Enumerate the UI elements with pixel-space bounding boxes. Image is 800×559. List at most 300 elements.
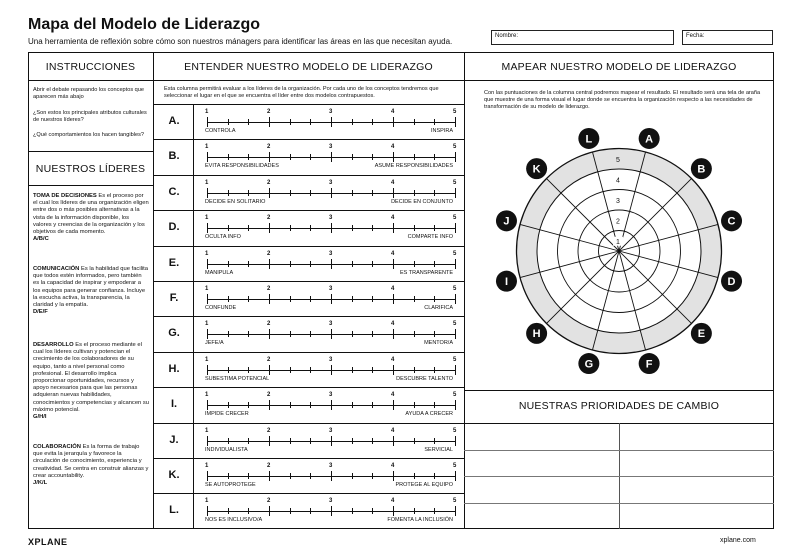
scale-tick[interactable] xyxy=(393,223,394,233)
scale-tick[interactable] xyxy=(207,400,208,410)
scale-minor-tick[interactable] xyxy=(434,190,435,196)
ring-label: 4 xyxy=(616,177,620,185)
header-row-divider xyxy=(28,80,774,81)
scale-number: 2 xyxy=(267,215,271,222)
scale-right-label: SERVICIAL xyxy=(424,446,453,453)
priorities-top-divider xyxy=(464,390,774,391)
scale-number: 3 xyxy=(329,392,333,399)
scale-minor-tick[interactable] xyxy=(248,438,249,444)
scale-tick[interactable] xyxy=(207,471,208,481)
scale-minor-tick[interactable] xyxy=(414,331,415,337)
scale-number: 3 xyxy=(329,356,333,363)
leaders-title: NUESTROS LÍDERES xyxy=(35,163,146,175)
scale-minor-tick[interactable] xyxy=(290,154,291,160)
scale-minor-tick[interactable] xyxy=(248,154,249,160)
scale-number: 3 xyxy=(329,463,333,469)
scale-number: 1 xyxy=(205,321,209,328)
scale-minor-tick[interactable] xyxy=(228,508,229,514)
scale-minor-tick[interactable] xyxy=(352,402,353,408)
scale-number: 5 xyxy=(453,427,457,434)
scale-tick[interactable] xyxy=(331,223,332,233)
scale-tick[interactable] xyxy=(269,436,270,446)
ring-label: 1 xyxy=(616,238,620,246)
spoke-label: L xyxy=(585,133,593,146)
scale-minor-tick[interactable] xyxy=(352,296,353,302)
scale-tick[interactable] xyxy=(331,471,332,481)
scale-minor-tick[interactable] xyxy=(228,225,229,231)
row-letter: I. xyxy=(170,398,178,411)
scale-minor-tick[interactable] xyxy=(310,438,311,444)
scale-number: 1 xyxy=(205,498,209,505)
scale-minor-tick[interactable] xyxy=(228,154,229,160)
scale-tick[interactable] xyxy=(393,329,394,339)
scale-tick[interactable] xyxy=(393,259,394,269)
scale-minor-tick[interactable] xyxy=(248,190,249,196)
scale-number: 5 xyxy=(453,215,457,222)
scale-minor-tick[interactable] xyxy=(434,508,435,514)
scale-minor-tick[interactable] xyxy=(434,119,435,125)
row-letter: E. xyxy=(168,256,180,269)
name-field[interactable] xyxy=(491,30,674,45)
scale-number: 2 xyxy=(267,321,271,328)
priorities-title: NUESTRAS PRIORIDADES DE CAMBIO xyxy=(518,400,720,412)
row-divider xyxy=(153,210,464,211)
rating-scale[interactable] xyxy=(205,144,457,171)
scale-tick[interactable] xyxy=(393,117,394,127)
scale-tick[interactable] xyxy=(393,188,394,198)
term-collaboration: COLABORACIÓN xyxy=(33,444,81,450)
scale-minor-tick[interactable] xyxy=(290,402,291,408)
scale-tick[interactable] xyxy=(455,365,456,375)
scale-right-label: FOMENTA LA INCLUSIÓN xyxy=(387,517,453,524)
leaders-top-divider xyxy=(28,151,153,152)
scale-minor-tick[interactable] xyxy=(352,331,353,337)
scale-number: 5 xyxy=(453,463,457,469)
scale-minor-tick[interactable] xyxy=(310,261,311,267)
scale-left-label: MANIPULA xyxy=(205,269,234,276)
text-decisions: Es el proceso por el cual los líderes de una organización eligen entre dos o más posibles alternativas a la vista de la información disponible, los valores y creencias de la organización y los objetivos de cada momento. xyxy=(33,193,149,236)
ring-label: 2 xyxy=(616,218,620,226)
scale-minor-tick[interactable] xyxy=(414,190,415,196)
scale-tick[interactable] xyxy=(207,223,208,233)
scale-number: 5 xyxy=(453,392,457,399)
scale-minor-tick[interactable] xyxy=(310,190,311,196)
scale-number: 3 xyxy=(329,144,333,151)
priority-line[interactable] xyxy=(464,503,774,504)
scale-minor-tick[interactable] xyxy=(228,473,229,479)
scale-minor-tick[interactable] xyxy=(310,508,311,514)
scale-tick[interactable] xyxy=(269,188,270,198)
scale-tick[interactable] xyxy=(455,294,456,304)
scale-number: 2 xyxy=(267,109,271,115)
rating-scale[interactable] xyxy=(205,498,457,525)
scale-number: 1 xyxy=(205,356,209,363)
scale-number: 2 xyxy=(267,250,271,257)
scale-tick[interactable] xyxy=(393,365,394,375)
scale-number: 1 xyxy=(205,392,209,399)
scale-minor-tick[interactable] xyxy=(414,367,415,373)
section-collaboration xyxy=(33,444,149,487)
name-label: Nombre: xyxy=(495,33,519,39)
scale-minor-tick[interactable] xyxy=(310,402,311,408)
rating-scale[interactable] xyxy=(205,321,457,348)
scale-minor-tick[interactable] xyxy=(290,119,291,125)
scale-right-label: PROTEGE AL EQUIPO xyxy=(395,482,453,488)
row-letter: J. xyxy=(169,433,179,446)
scale-tick[interactable] xyxy=(331,117,332,127)
scale-minor-tick[interactable] xyxy=(434,438,435,444)
scale-minor-tick[interactable] xyxy=(290,367,291,373)
scale-tick[interactable] xyxy=(269,329,270,339)
scale-number: 2 xyxy=(267,498,271,505)
scale-number: 2 xyxy=(267,463,271,469)
scale-minor-tick[interactable] xyxy=(290,261,291,267)
scale-minor-tick[interactable] xyxy=(310,331,311,337)
scale-number: 3 xyxy=(329,179,333,186)
scale-number: 5 xyxy=(453,356,457,363)
scale-number: 5 xyxy=(453,144,457,151)
spoke-label: J xyxy=(503,215,510,228)
scale-right-label: ES TRANSPARENTE xyxy=(400,269,453,276)
scale-number: 4 xyxy=(391,356,395,363)
scale-minor-tick[interactable] xyxy=(352,119,353,125)
scale-number: 2 xyxy=(267,144,271,151)
scale-tick[interactable] xyxy=(207,259,208,269)
scale-tick[interactable] xyxy=(455,117,456,127)
scale-minor-tick[interactable] xyxy=(352,367,353,373)
scale-minor-tick[interactable] xyxy=(414,402,415,408)
page-subtitle: Una herramienta de reflexión sobre cómo son nuestros mánagers para identificar las áreas en las que necesitan ayuda. xyxy=(28,37,453,46)
scale-minor-tick[interactable] xyxy=(310,296,311,302)
scale-minor-tick[interactable] xyxy=(372,296,373,302)
priority-line[interactable] xyxy=(464,450,774,451)
scale-right-label: COMPARTE INFO xyxy=(407,234,453,241)
scale-tick[interactable] xyxy=(393,436,394,446)
text-development: Es el proceso mediante el cual los líderes cultivan y potencian el crecimiento de los colaboradores de su equipo, tanto a nivel personal como profesional. El desarrollo implica proporcionar oportunidades, recursos y apoyo necesarios para que las personas adquieran nuevas habilidades, conocimientos y competencias y alcancen su máximo potencial. xyxy=(33,342,149,413)
scale-number: 4 xyxy=(391,463,395,469)
scale-number: 2 xyxy=(267,427,271,434)
scale-number: 1 xyxy=(205,427,209,434)
scale-number: 1 xyxy=(205,463,209,469)
scale-minor-tick[interactable] xyxy=(414,473,415,479)
scale-minor-tick[interactable] xyxy=(414,154,415,160)
scale-tick[interactable] xyxy=(207,506,208,516)
scale-tick[interactable] xyxy=(331,259,332,269)
scale-minor-tick[interactable] xyxy=(434,402,435,408)
scale-number: 5 xyxy=(453,179,457,186)
scale-minor-tick[interactable] xyxy=(310,367,311,373)
scale-left-label: CONTROLA xyxy=(205,128,236,134)
rating-scale[interactable] xyxy=(205,463,457,490)
scale-left-label: DECIDE EN SOLITARIO xyxy=(205,198,266,205)
scale-number: 4 xyxy=(391,321,395,328)
scale-minor-tick[interactable] xyxy=(434,225,435,231)
spoke-label: C xyxy=(727,215,736,228)
scale-left-label: OCULTA INFO xyxy=(205,234,241,241)
scale-tick[interactable] xyxy=(331,329,332,339)
scale-minor-tick[interactable] xyxy=(372,331,373,337)
scale-right-label: ASUME RESPONSIBILIDADES xyxy=(374,163,453,170)
scale-minor-tick[interactable] xyxy=(352,261,353,267)
rating-scale[interactable] xyxy=(205,250,457,278)
scale-minor-tick[interactable] xyxy=(434,154,435,160)
scale-tick[interactable] xyxy=(455,329,456,339)
row-divider xyxy=(153,458,464,459)
scale-number: 5 xyxy=(453,109,457,115)
scale-minor-tick[interactable] xyxy=(372,119,373,125)
scale-right-label: DECIDE EN CONJUNTO xyxy=(391,198,453,205)
priority-line[interactable] xyxy=(464,476,774,477)
scale-tick[interactable] xyxy=(331,294,332,304)
leaders-bottom-divider xyxy=(28,185,153,186)
row-letter: A. xyxy=(168,115,180,127)
scale-minor-tick[interactable] xyxy=(290,225,291,231)
scale-tick[interactable] xyxy=(269,152,270,162)
scale-tick[interactable] xyxy=(455,152,456,162)
scale-tick[interactable] xyxy=(331,152,332,162)
footer-url[interactable]: xplane.com xyxy=(720,537,756,544)
rating-scale[interactable] xyxy=(205,286,457,313)
section-communication xyxy=(33,266,149,316)
term-communication: COMUNICACIÓN xyxy=(33,266,80,272)
row-divider xyxy=(153,281,464,282)
scale-minor-tick[interactable] xyxy=(248,225,249,231)
scale-minor-tick[interactable] xyxy=(414,119,415,125)
row-divider xyxy=(153,316,464,317)
scale-minor-tick[interactable] xyxy=(248,473,249,479)
spoke-label: G xyxy=(584,358,594,371)
rating-scale[interactable] xyxy=(205,392,457,419)
scale-minor-tick[interactable] xyxy=(434,261,435,267)
scale-minor-tick[interactable] xyxy=(372,438,373,444)
scale-left-label: INDIVIDUALISTA xyxy=(205,446,248,453)
instruction-1: Abrir el debate repasando los conceptos que aparecen más abajo xyxy=(33,87,145,100)
spoke-label: B xyxy=(697,163,706,176)
right-title: MAPEAR NUESTRO MODELO DE LIDERAZGO xyxy=(501,61,737,73)
scale-minor-tick[interactable] xyxy=(414,438,415,444)
row-letter: L. xyxy=(169,504,179,517)
term-decisions: TOMA DE DECISIONES xyxy=(33,193,97,199)
row-letter: G. xyxy=(168,327,180,340)
scale-minor-tick[interactable] xyxy=(352,508,353,514)
scale-minor-tick[interactable] xyxy=(372,508,373,514)
scale-minor-tick[interactable] xyxy=(372,154,373,160)
scale-minor-tick[interactable] xyxy=(372,367,373,373)
scale-number: 4 xyxy=(391,250,395,257)
scale-tick[interactable] xyxy=(269,259,270,269)
scale-tick[interactable] xyxy=(331,506,332,516)
rating-scale[interactable] xyxy=(205,427,457,455)
instruction-2: ¿Son estos los principales atributos culturales de nuestros líderes? xyxy=(33,110,147,123)
scale-minor-tick[interactable] xyxy=(372,261,373,267)
letters-communication: D/E/F xyxy=(33,309,48,316)
scale-minor-tick[interactable] xyxy=(290,331,291,337)
scale-minor-tick[interactable] xyxy=(228,367,229,373)
scale-tick[interactable] xyxy=(455,223,456,233)
right-intro: Con las puntuaciones de la columna central podremos mapear el resultado. El resultado será una tela de araña que muestre de una forma visual el lugar donde se encuentra la organización respecto a las necesidades de transformación de su modelo de liderazgo. xyxy=(484,90,761,110)
scale-minor-tick[interactable] xyxy=(434,473,435,479)
scale-minor-tick[interactable] xyxy=(372,473,373,479)
scale-tick[interactable] xyxy=(269,223,270,233)
scale-tick[interactable] xyxy=(393,471,394,481)
scale-minor-tick[interactable] xyxy=(434,367,435,373)
scale-minor-tick[interactable] xyxy=(310,119,311,125)
scale-tick[interactable] xyxy=(455,506,456,516)
spoke-label: I xyxy=(504,275,509,288)
scale-tick[interactable] xyxy=(393,506,394,516)
letters-collaboration: J/K/L xyxy=(33,480,48,487)
scale-tick[interactable] xyxy=(207,117,208,127)
scale-number: 3 xyxy=(329,427,333,434)
scale-number: 2 xyxy=(267,179,271,186)
scale-minor-tick[interactable] xyxy=(290,508,291,514)
scale-number: 3 xyxy=(329,498,333,505)
row-divider xyxy=(153,493,464,494)
scale-tick[interactable] xyxy=(331,365,332,375)
scale-minor-tick[interactable] xyxy=(352,190,353,196)
scale-minor-tick[interactable] xyxy=(248,402,249,408)
scale-tick[interactable] xyxy=(207,436,208,446)
scale-minor-tick[interactable] xyxy=(290,473,291,479)
instruction-3: ¿Qué comportamientos los hacen tangibles? xyxy=(33,132,145,138)
rating-scale[interactable] xyxy=(205,215,457,242)
scale-number: 5 xyxy=(453,498,457,505)
scale-number: 5 xyxy=(453,250,457,257)
scale-minor-tick[interactable] xyxy=(310,473,311,479)
row-letter: C. xyxy=(168,185,180,198)
scale-tick[interactable] xyxy=(269,471,270,481)
scale-tick[interactable] xyxy=(269,365,270,375)
scale-left-label: SE AUTOPROTEGE xyxy=(205,482,256,488)
scale-tick[interactable] xyxy=(393,294,394,304)
rating-scale[interactable] xyxy=(205,356,457,384)
scale-tick[interactable] xyxy=(455,471,456,481)
scale-tick[interactable] xyxy=(455,436,456,446)
scale-minor-tick[interactable] xyxy=(414,296,415,302)
scale-number: 1 xyxy=(205,109,209,115)
text-collaboration: Es la forma de trabajo que evita la jerarquía y favorece la circulación de conocimiento, experiencia y creatividad. Se centra en construir alianzas y crear accountability. xyxy=(33,444,149,479)
rating-scale[interactable] xyxy=(205,179,457,207)
scale-minor-tick[interactable] xyxy=(310,225,311,231)
xplane-logo: XPLANE xyxy=(28,537,68,547)
scale-minor-tick[interactable] xyxy=(290,438,291,444)
scale-tick[interactable] xyxy=(207,365,208,375)
row-letter: H. xyxy=(168,362,180,375)
scale-tick[interactable] xyxy=(393,152,394,162)
scale-number: 4 xyxy=(391,498,395,505)
row-letter: F. xyxy=(169,292,179,304)
scale-tick[interactable] xyxy=(331,400,332,410)
scale-tick[interactable] xyxy=(269,506,270,516)
scale-number: 3 xyxy=(329,250,333,257)
scale-tick[interactable] xyxy=(455,188,456,198)
scale-number: 3 xyxy=(329,109,333,115)
scale-minor-tick[interactable] xyxy=(372,225,373,231)
spoke-label: A xyxy=(645,133,654,146)
row-divider xyxy=(153,139,464,140)
scale-minor-tick[interactable] xyxy=(372,190,373,196)
scale-minor-tick[interactable] xyxy=(228,438,229,444)
scale-left-label: SUBESTIMA POTENCIAL xyxy=(205,375,270,382)
scale-minor-tick[interactable] xyxy=(352,438,353,444)
scale-tick[interactable] xyxy=(207,188,208,198)
scale-minor-tick[interactable] xyxy=(228,190,229,196)
scale-minor-tick[interactable] xyxy=(352,225,353,231)
scale-minor-tick[interactable] xyxy=(228,296,229,302)
scale-tick[interactable] xyxy=(269,400,270,410)
scale-minor-tick[interactable] xyxy=(310,154,311,160)
scale-number: 5 xyxy=(453,321,457,328)
spoke-label: E xyxy=(697,328,706,341)
scale-minor-tick[interactable] xyxy=(248,331,249,337)
scale-number: 2 xyxy=(267,356,271,363)
section-development xyxy=(33,342,149,421)
scale-tick[interactable] xyxy=(269,117,270,127)
scale-minor-tick[interactable] xyxy=(228,331,229,337)
scale-minor-tick[interactable] xyxy=(248,367,249,373)
scale-tick[interactable] xyxy=(207,329,208,339)
scale-tick[interactable] xyxy=(331,436,332,446)
row-divider xyxy=(153,423,464,424)
scale-minor-tick[interactable] xyxy=(352,154,353,160)
scale-number: 4 xyxy=(391,144,395,151)
scale-minor-tick[interactable] xyxy=(248,508,249,514)
row-letter: K. xyxy=(168,469,180,481)
row-letter: D. xyxy=(168,221,180,234)
page-title: Mapa del Modelo de Liderazgo xyxy=(28,16,261,33)
scale-minor-tick[interactable] xyxy=(414,261,415,267)
spoke-label: F xyxy=(645,358,653,371)
middle-intro-divider xyxy=(153,104,464,105)
scale-minor-tick[interactable] xyxy=(290,190,291,196)
scale-number: 3 xyxy=(329,286,333,292)
text-communication: Es la habilidad que facilita que todos estén informados, pero también es la capacidad de inspirar y empoderar a los equipos para generar confianza. Incluye la escucha activa, la transparencia, la claridad y la empatía. xyxy=(33,266,149,309)
scale-number: 1 xyxy=(205,144,209,151)
scale-tick[interactable] xyxy=(455,259,456,269)
scale-tick[interactable] xyxy=(269,294,270,304)
scale-minor-tick[interactable] xyxy=(248,261,249,267)
date-label: Fecha: xyxy=(686,33,705,39)
scale-minor-tick[interactable] xyxy=(414,508,415,514)
scale-tick[interactable] xyxy=(331,188,332,198)
scale-number: 3 xyxy=(329,321,333,328)
scale-number: 4 xyxy=(391,179,395,186)
ring-label: 5 xyxy=(616,156,620,164)
scale-minor-tick[interactable] xyxy=(228,119,229,125)
scale-number: 2 xyxy=(267,286,271,292)
scale-right-label: AYUDA A CRECER xyxy=(405,411,453,418)
spoke-label: K xyxy=(532,163,541,176)
date-field[interactable] xyxy=(682,30,773,45)
scale-tick[interactable] xyxy=(393,400,394,410)
scale-tick[interactable] xyxy=(207,152,208,162)
row-divider xyxy=(153,175,464,176)
row-divider xyxy=(153,387,464,388)
scale-minor-tick[interactable] xyxy=(414,225,415,231)
scale-minor-tick[interactable] xyxy=(352,473,353,479)
scale-minor-tick[interactable] xyxy=(228,402,229,408)
scale-minor-tick[interactable] xyxy=(248,296,249,302)
rating-scale[interactable] xyxy=(205,109,457,136)
scale-tick[interactable] xyxy=(455,400,456,410)
scale-minor-tick[interactable] xyxy=(434,296,435,302)
scale-minor-tick[interactable] xyxy=(248,119,249,125)
scale-minor-tick[interactable] xyxy=(290,296,291,302)
scale-tick[interactable] xyxy=(207,294,208,304)
scale-minor-tick[interactable] xyxy=(434,331,435,337)
scale-minor-tick[interactable] xyxy=(372,402,373,408)
scale-minor-tick[interactable] xyxy=(228,261,229,267)
